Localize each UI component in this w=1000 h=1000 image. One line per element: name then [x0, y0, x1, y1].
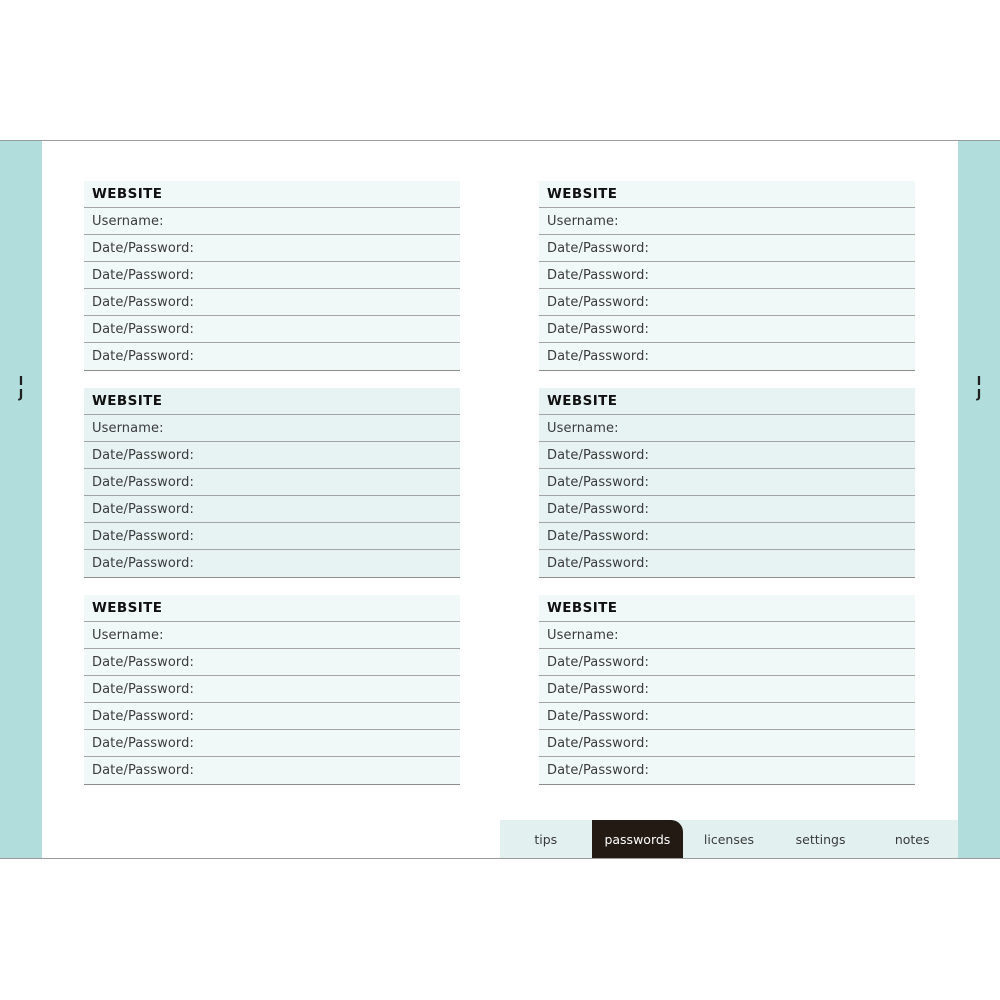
date-password-field[interactable]: Date/Password: — [84, 676, 460, 703]
tab-licenses[interactable]: licenses — [703, 831, 755, 847]
date-password-field[interactable]: Date/Password: — [84, 496, 460, 523]
website-block — [84, 181, 460, 371]
date-password-field[interactable]: Date/Password: — [84, 442, 460, 469]
username-field[interactable]: Username: — [539, 415, 915, 442]
date-password-field[interactable]: Date/Password: — [84, 757, 460, 784]
date-password-field[interactable]: Date/Password: — [84, 649, 460, 676]
website-block — [84, 595, 460, 785]
username-field[interactable]: Username: — [84, 622, 460, 649]
date-password-field[interactable]: Date/Password: — [539, 442, 915, 469]
date-password-field[interactable]: Date/Password: — [84, 262, 460, 289]
date-password-field[interactable]: Date/Password: — [539, 676, 915, 703]
date-password-field[interactable]: Date/Password: — [84, 703, 460, 730]
planner-spread — [0, 140, 1000, 859]
index-letter: I — [976, 374, 982, 388]
website-header: WEBSITE — [84, 388, 460, 415]
left-page — [84, 181, 460, 785]
website-block — [539, 388, 915, 578]
date-password-field[interactable]: Date/Password: — [84, 289, 460, 316]
website-header: WEBSITE — [539, 388, 915, 415]
right-index-letters — [958, 375, 1000, 401]
username-field[interactable]: Username: — [539, 208, 915, 235]
date-password-field[interactable]: Date/Password: — [84, 469, 460, 496]
username-field[interactable]: Username: — [84, 415, 460, 442]
left-sidebar-strip — [0, 141, 42, 858]
date-password-field[interactable]: Date/Password: — [84, 523, 460, 550]
tab-settings[interactable]: settings — [795, 831, 846, 847]
date-password-field[interactable]: Date/Password: — [539, 649, 915, 676]
date-password-field[interactable]: Date/Password: — [539, 703, 915, 730]
left-index-letters — [0, 375, 42, 401]
tab-tips[interactable]: tips — [534, 831, 558, 847]
date-password-field[interactable]: Date/Password: — [539, 730, 915, 757]
tab-notes[interactable]: notes — [894, 831, 930, 847]
date-password-field[interactable]: Date/Password: — [539, 496, 915, 523]
website-block — [539, 595, 915, 785]
username-field[interactable]: Username: — [539, 622, 915, 649]
right-page — [539, 181, 915, 785]
date-password-field[interactable]: Date/Password: — [539, 469, 915, 496]
username-field[interactable]: Username: — [84, 208, 460, 235]
right-sidebar-strip — [958, 141, 1000, 858]
date-password-field[interactable]: Date/Password: — [84, 550, 460, 577]
section-tab-bar — [500, 820, 958, 858]
date-password-field[interactable]: Date/Password: — [539, 235, 915, 262]
website-header: WEBSITE — [84, 181, 460, 208]
website-block — [84, 388, 460, 578]
website-header: WEBSITE — [539, 595, 915, 622]
date-password-field[interactable]: Date/Password: — [539, 262, 915, 289]
date-password-field[interactable]: Date/Password: — [84, 316, 460, 343]
date-password-field[interactable]: Date/Password: — [539, 343, 915, 370]
date-password-field[interactable]: Date/Password: — [84, 343, 460, 370]
date-password-field[interactable]: Date/Password: — [539, 316, 915, 343]
date-password-field[interactable]: Date/Password: — [84, 235, 460, 262]
index-letter: I — [18, 374, 24, 388]
index-letter: J — [18, 387, 24, 401]
index-letter: J — [976, 387, 982, 401]
date-password-field[interactable]: Date/Password: — [539, 550, 915, 577]
date-password-field[interactable]: Date/Password: — [539, 289, 915, 316]
website-block — [539, 181, 915, 371]
date-password-field[interactable]: Date/Password: — [539, 757, 915, 784]
date-password-field[interactable]: Date/Password: — [84, 730, 460, 757]
website-header: WEBSITE — [539, 181, 915, 208]
tab-passwords[interactable]: passwords — [592, 820, 684, 858]
date-password-field[interactable]: Date/Password: — [539, 523, 915, 550]
website-header: WEBSITE — [84, 595, 460, 622]
